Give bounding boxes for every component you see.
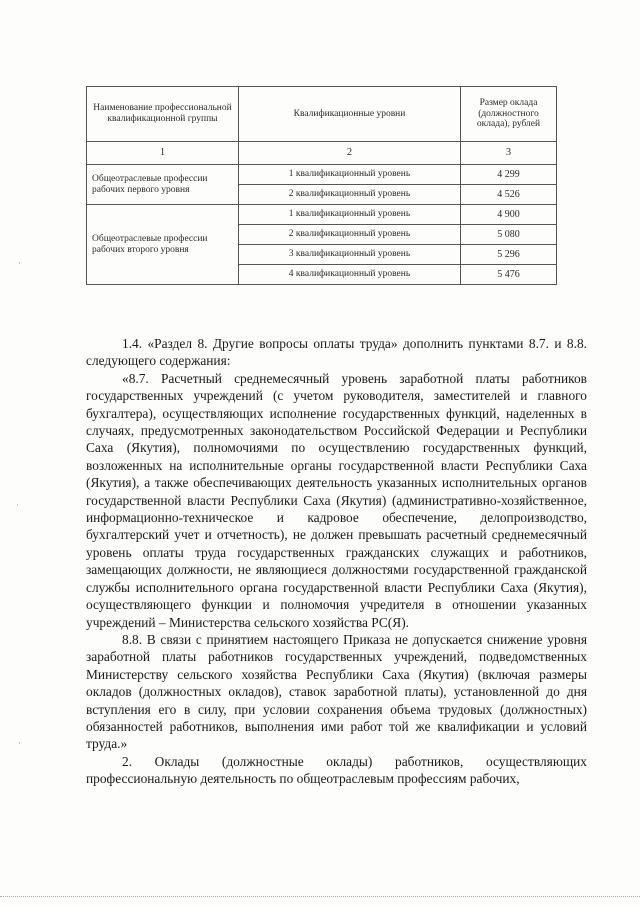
column-number: 2 [239, 142, 461, 165]
paragraph-2: 2. Оклады (должностные оклады) работников, осуществляющих профессиональную деятельность по общеотраслевым профессиям рабочих, [86, 753, 587, 787]
salary-cell: 5 476 [461, 265, 557, 285]
scan-mark: · [16, 500, 19, 510]
level-cell: 4 квалификационный уровень [239, 265, 461, 285]
level-cell: 1 квалификационный уровень [239, 205, 461, 225]
column-number-row [87, 142, 557, 165]
paragraph-8-7: «8.7. Расчетный среднемесячный уровень заработной платы работников государственных учреждений (с учетом руководителя, заместителей и главного бухгалтера), осуществляющих исполнение государственных функций, наделенных в случаях, предусмотренных законодательством Российской Федерации и Республики Саха (Якутия), полномочиями по осуществлению государственных функций, возложенных на исполнительные органы государственной власти Республики Саха (Якутия), а также обеспечивающих деятельность указанных исполнительных органов государственной власти Республики Саха (Якутия) (административно-хозяйственное, информационно-техническое и кадровое обеспечение, делопроизводство, бухгалтерский учет и отчетность), не должен превышать расчетный среднемесячный уровень оплаты труда государственных гражданских служащих и работников, замещающих должности, не являющиеся должностями государственной гражданской службы исполнительного органа государственной власти Республики Саха (Якутия), осуществляющего функции и полномочия учредителя в отношении указанных учреждений – Министерства сельского хозяйства РС(Я). [86, 370, 587, 630]
page-edge-line [0, 896, 640, 897]
table-header-row [87, 87, 557, 142]
salary-cell: 5 296 [461, 245, 557, 265]
paragraph-1-4: 1.4. «Раздел 8. Другие вопросы оплаты труда» дополнить пунктами 8.7. и 8.8. следующего содержания: [86, 336, 587, 369]
body-text [86, 335, 587, 788]
salary-table [86, 86, 557, 285]
header-salary: Размер оклада (должностного оклада), рублей [461, 87, 557, 142]
group-name: Общеотраслевые профессии рабочих второго уровня [87, 205, 239, 285]
salary-cell: 4 299 [461, 165, 557, 185]
header-group-name: Наименование профессиональной квалификационной группы [87, 87, 239, 142]
level-cell: 2 квалификационный уровень [239, 225, 461, 245]
level-cell: 1 квалификационный уровень [239, 165, 461, 185]
table-row [87, 205, 557, 225]
salary-cell: 4 526 [461, 185, 557, 205]
group-name: Общеотраслевые профессии рабочих первого уровня [87, 165, 239, 205]
salary-cell: 5 080 [461, 225, 557, 245]
table-row [87, 165, 557, 185]
column-number: 3 [461, 142, 557, 165]
level-cell: 3 квалификационный уровень [239, 245, 461, 265]
scan-mark: · [18, 738, 21, 748]
scan-mark: · [18, 258, 21, 268]
column-number: 1 [87, 142, 239, 165]
header-levels: Квалификационные уровни [239, 87, 461, 142]
level-cell: 2 квалификационный уровень [239, 185, 461, 205]
salary-cell: 4 900 [461, 205, 557, 225]
paragraph-8-8: 8.8. В связи с принятием настоящего Приказа не допускается снижение уровня заработной платы работников государственных учреждений, подведомственных Министерству сельского хозяйства Республики Саха (Якутия) (включая размеры окладов (должностных окладов), ставок заработной платы), установленной до дня вступления его в силу, при условии сохранения объема трудовых (должностных) обязанностей работников, выполнения ими работ той же квалификации и условий труда.» [86, 631, 587, 752]
